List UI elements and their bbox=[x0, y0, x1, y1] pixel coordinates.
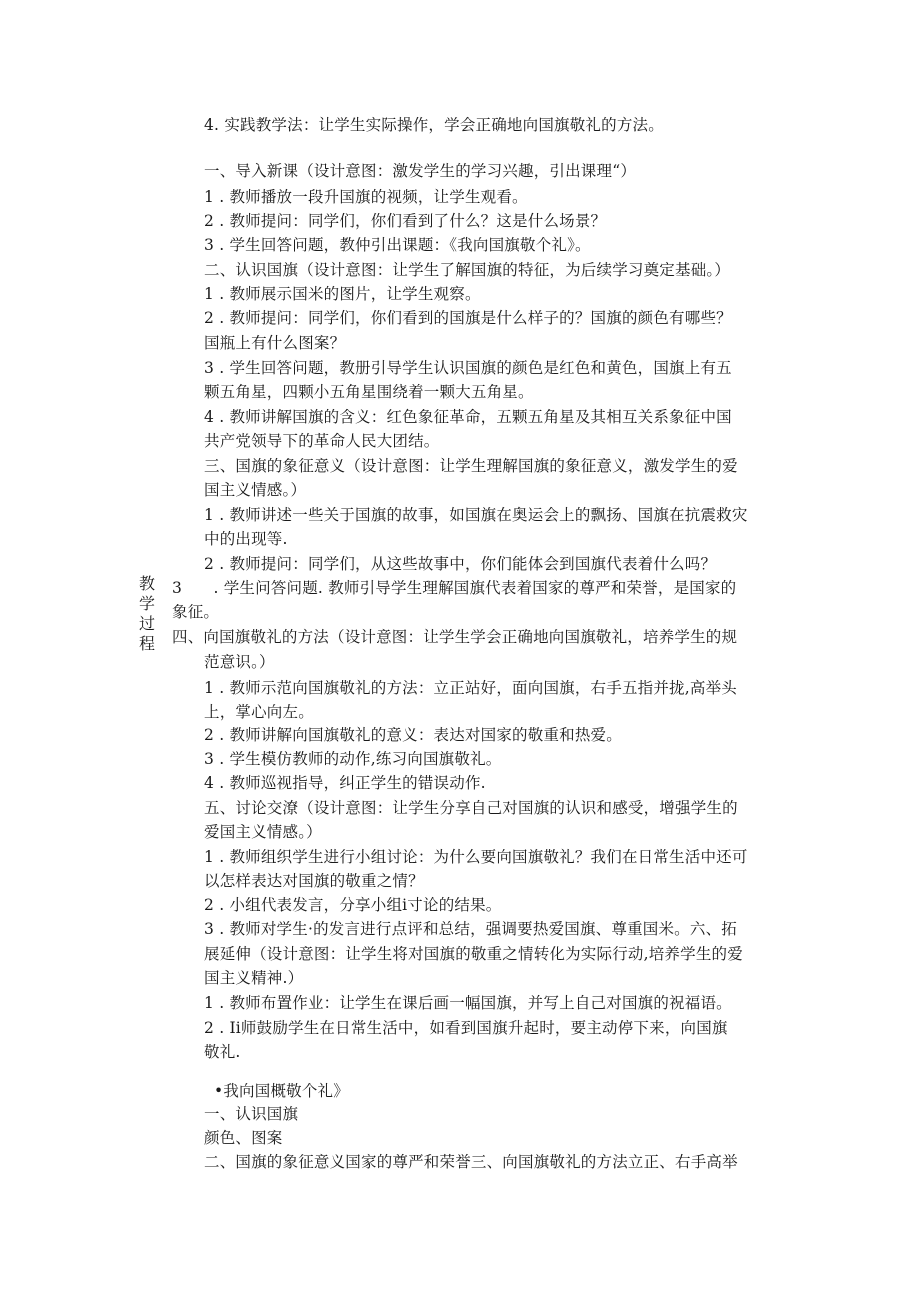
text-line: 1 . 教师展示国米的图片，让学生观察。 bbox=[204, 285, 481, 303]
sidebar-char: 教 bbox=[138, 574, 155, 593]
text-line: 3 . 学生模仿教师的动作,练习向国旗敬礼。 bbox=[204, 750, 502, 768]
text-line: 2 . 小组代表发言，分享小组i寸论的结果。 bbox=[204, 896, 502, 914]
board-line: 颜色、图案 bbox=[204, 1129, 283, 1147]
section-heading: 五、讨论交潦（设计意图：让学生分享自己对国旗的认识和感受，增强学生的 bbox=[204, 799, 738, 817]
section-heading: 四、向国旗敬礼的方法（设计意图：让学生学会正确地向国旗敬礼，培养学生的规 bbox=[172, 628, 738, 646]
text-line: 4 . 教师讲解国旗的含义：红色象征革命，五颗五角星及其相互关系象征中国 bbox=[204, 408, 732, 426]
text-line: 以怎样表达对国旗的敬重之情？ bbox=[204, 872, 424, 890]
text-line: 颗五角星，四颗小五角星围绕着一颗大五角星。 bbox=[204, 383, 534, 401]
text-line: 3 . 学生问答问题. 教师引导学生理解国旗代表着国家的尊严和荣誉，是国家的 bbox=[172, 579, 737, 597]
text-line: 1 . 教师组织学生进行小组讨论：为什么要向国旗敬礼？我们在日常生活中还可 bbox=[204, 848, 748, 866]
text-line: 中的出现等. bbox=[204, 530, 288, 548]
text-line: 共产党领导下的革命人民大团结。 bbox=[204, 432, 440, 450]
text-line: 2 . 教师提问：同学们，从这些故事中，你们能体会到国旗代表着什么吗？ bbox=[204, 555, 717, 573]
text-line: 象征。 bbox=[172, 603, 220, 621]
text-line: 3 . 教师对学生·的发言进行点评和总结，强调要热爱国旗、尊重国米。六、拓 bbox=[204, 920, 737, 938]
board-line: 二、国旗的象征意义国家的尊严和荣誉三、向国旗敬礼的方法立正、右手高举 bbox=[204, 1153, 738, 1171]
sidebar-char: 学 bbox=[138, 594, 155, 613]
text-line: 2 . Ii师鼓励学生在日常生活中，如看到国旗升起时，要主动停下来，向国旗 bbox=[204, 1019, 728, 1037]
text-line: 上，掌心向左。 bbox=[204, 703, 314, 721]
text-line: 1 . 教师布置作业：让学生在课后画一幅国旗，并写上自己对国旗的祝福语。 bbox=[204, 994, 732, 1012]
section-heading: 一、导入新课（设计意图：激发学生的学习兴趣，引出课理“） bbox=[204, 162, 637, 180]
section-heading: 二、认识国旗（设计意图：让学生了解国旗的特征，为后续学习奠定基础。） bbox=[204, 261, 731, 279]
text-line: 爱国主义情感。） bbox=[204, 823, 322, 841]
section-heading: 三、国旗的象征意义（设计意图：让学生理解国旗的象征意义，激发学生的爱 bbox=[204, 457, 738, 475]
board-line: 一、认识国旗 bbox=[204, 1105, 299, 1123]
board-title: •我向国概敬个礼》 bbox=[214, 1082, 349, 1100]
text-line: 4. 实践教学法：让学生实际操作，学会正确地向国旗敬礼的方法。 bbox=[204, 116, 664, 134]
sidebar-char: 程 bbox=[138, 634, 155, 653]
text-line: 4 . 教师巡视指导，纠正学生的错误动作. bbox=[204, 774, 486, 792]
text-line: 1 . 教师讲述一些关于国旗的故事，如国旗在奥运会上的飘扬、国旗在抗震救灾 bbox=[204, 506, 748, 524]
text-line: 敬礼. bbox=[204, 1043, 241, 1061]
text-line: 展延伸（设计意图：让学生将对国旗的敬重之情转化为实际行动,培养学生的爱 bbox=[204, 945, 743, 963]
text-line: 国主义精神.） bbox=[204, 969, 304, 987]
text-line: 3 . 学生回答问题，教册引导学生认识国旗的颜色是红色和黄色，国旗上有五 bbox=[204, 359, 732, 377]
teaching-process-label bbox=[137, 574, 157, 654]
text-line: 1 . 教师播放一段升国旗的视频，让学生观看。 bbox=[204, 188, 528, 206]
sidebar-char: 过 bbox=[138, 614, 155, 633]
text-line: 1 . 教师示范向国旗敬礼的方法：立正站好，面向国旗，右手五指并拢,高举头 bbox=[204, 679, 737, 697]
text-line: 2 . 教师提问：同学们，你们看到了什么？这是什么场景？ bbox=[204, 212, 607, 230]
text-line: 国瓶上有什么图案？ bbox=[204, 334, 346, 352]
text-line: 范意识。） bbox=[204, 653, 275, 671]
text-line: 3 . 学生回答问题，教仲引出课题：《我向国旗敬个礼》。 bbox=[204, 236, 591, 254]
text-line: 国主义情感。） bbox=[204, 481, 307, 499]
text-line: 2 . 教师提问：同学们，你们看到的国旗是什么样子的？国旗的颜色有哪些？ bbox=[204, 309, 732, 327]
text-line: 2 . 教师讲解向国旗敬礼的意义：表达对国家的敬重和热爱。 bbox=[204, 726, 622, 744]
